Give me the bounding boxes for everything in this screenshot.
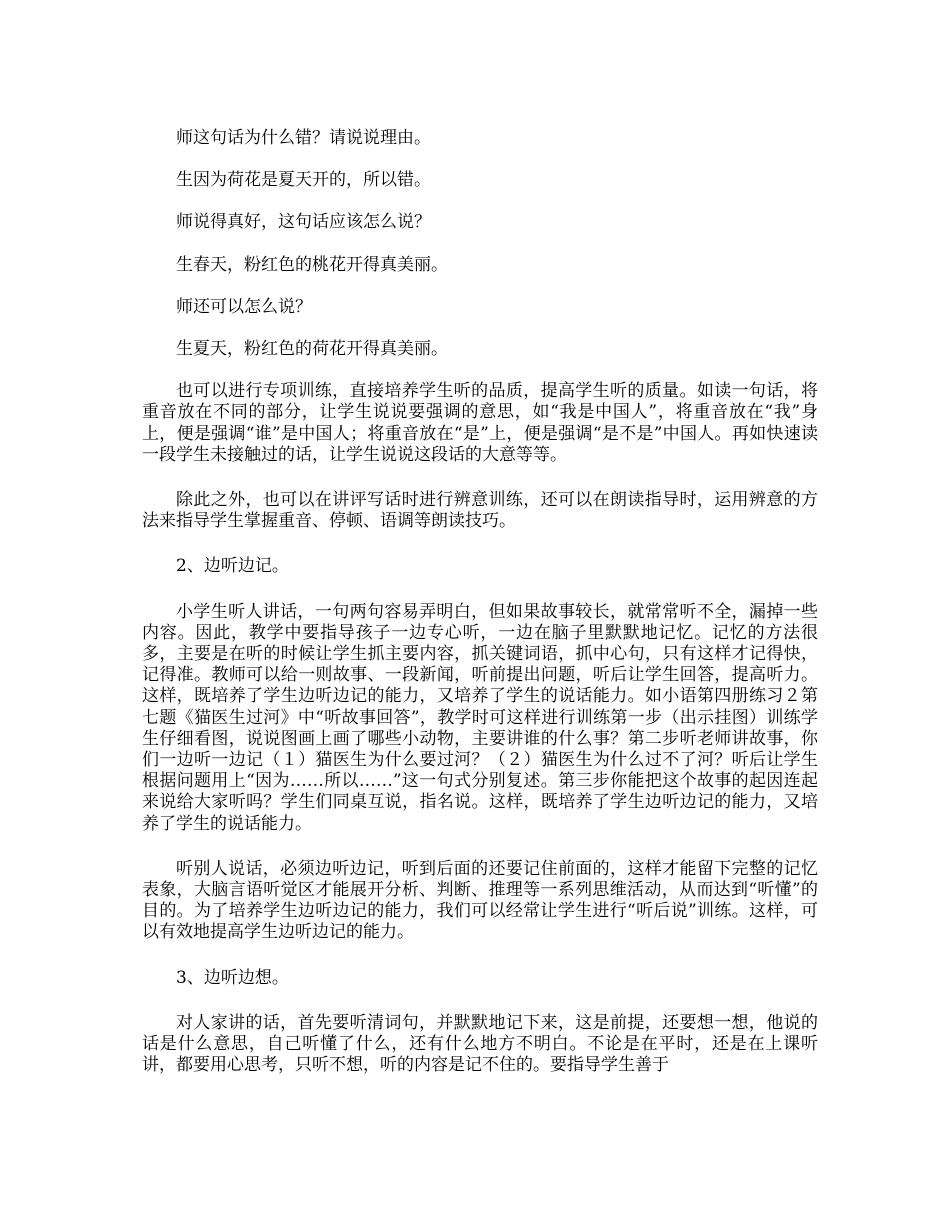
paragraph-7: 也可以进行专项训练，直接培养学生听的品质，提高学生听的质量。如读一句话，将重音放在不同的部分，让学生说说要强调的意思，如“我是中国人”，将重音放在“我”身上，便是强调“谁”是中国人；将重音放在“是”上，便是强调“是不是”中国人。再如快速读一段学生未接触过的话，让学生说说这段话的大意等等。 [142, 381, 818, 465]
section-heading-2: 2、边听边记。 [176, 556, 289, 577]
paragraph-13: 对人家讲的话，首先要听清词句，并默默地记下来，这是前提，还要想一想，他说的话是什么意思，自己听懂了什么，还有什么地方不明白。不论是在平时，还是在上课听讲，都要用心思考，只听不想，听的内容是记不住的。要指导学生善于 [142, 1012, 818, 1076]
paragraph-10: 小学生听人讲话，一句两句容易弄明白，但如果故事较长，就常常听不全，漏掉一些内容。因此，教学中要指导孩子一边专心听，一边在脑子里默默地记忆。记忆的方法很多，主要是在听的时候让学生抓主要内容，抓关键词语，抓中心句，只有这样才记得快，记得准。教师可以给一则故事、一段新闻，听前提出问题，听后让学生回答，提高听力。这样，既培养了学生边听边记的能力，又培养了学生的说话能力。如小语第四册练习２第七题《猫医生过河》中“听故事回答”，教学时可这样进行训练第一步（出示挂图）训练学生仔细看图，说说图画上画了哪些小动物，主要讲谁的什么事？第二步听老师讲故事，你们一边听一边记（１）猫医生为什么要过河？（２）猫医生为什么过不了河？听后让学生根据问题用上“因为……所以……”这一句式分别复述。第三步你能把这个故事的起因连起来说给大家听吗？学生们同桌互说，指名说。这样，既培养了学生边听边记的能力，又培养了学生的说话能力。 [142, 601, 818, 834]
paragraph-5: 师还可以怎么说？ [176, 296, 312, 317]
paragraph-6: 生夏天，粉红色的荷花开得真美丽。 [176, 339, 448, 360]
section-heading-3: 3、边听边想。 [176, 967, 289, 988]
paragraph-8: 除此之外，也可以在讲评写话时进行辨意训练，还可以在朗读指导时，运用辨意的方法来指导学生掌握重音、停顿、语调等朗读技巧。 [142, 490, 818, 532]
paragraph-11: 听别人说话，必须边听边记，听到后面的还要记住前面的，这样才能留下完整的记忆表象，大脑言语听觉区才能展开分析、判断、推理等一系列思维活动，从而达到“听懂”的目的。为了培养学生边听边记的能力，我们可以经常让学生进行“听后说”训练。这样，可以有效地提高学生边听边记的能力。 [142, 858, 818, 943]
document-page [142, 128, 818, 1077]
paragraph-1: 师这句话为什么错？请说说理由。 [176, 128, 431, 148]
paragraph-3: 师说得真好，这句话应该怎么说？ [176, 212, 431, 233]
paragraph-2: 生因为荷花是夏天开的，所以错。 [176, 170, 431, 191]
paragraph-4: 生春天，粉红色的桃花开得真美丽。 [176, 254, 448, 275]
